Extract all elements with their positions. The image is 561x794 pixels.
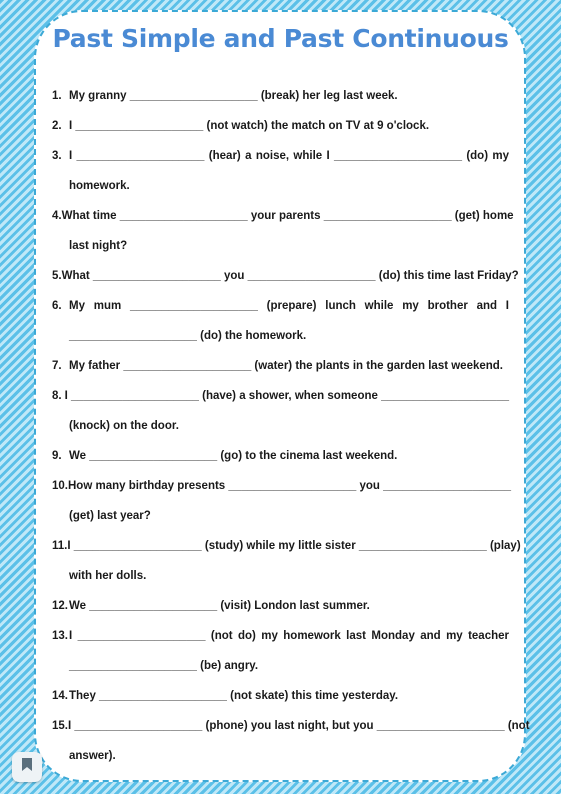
exercise-item [52,141,509,171]
exercise-number: 5. [52,270,62,282]
exercise-number: 10. [52,480,68,492]
exercise-number: 7. [52,360,62,372]
exercise-item [52,201,514,231]
exercise-text: I ____________________ (not watch) the match on TV at 9 o'clock. [69,120,430,132]
exercise-continuation: ____________________ (do) the homework. [69,330,307,342]
exercise-continuation: with her dolls. [69,570,147,582]
exercise-continuation: last night? [69,240,128,252]
exercise-text: What time ____________________ your parents ____________________ (get) home [61,210,514,222]
exercise-item [52,471,512,501]
exercise-text: We ____________________ (visit) London last summer. [69,600,370,612]
exercise-text: My granny ____________________ (break) her leg last week. [69,90,398,102]
exercise-number: 14. [52,690,68,702]
exercise-continuation: ____________________ (be) angry. [69,660,259,672]
exercise-text: My father ____________________ (water) the plants in the garden last weekend. [69,360,504,372]
exercise-continuation: answer). [69,750,116,762]
exercise-number: 12. [52,600,68,612]
exercise-text: I ____________________ (have) a shower, when someone ____________________ [64,390,509,402]
bookmark-icon [21,757,33,777]
exercise-item [52,81,509,111]
exercise-number: 2. [52,120,62,132]
exercise-number: 15. [52,720,68,732]
exercise-item [52,291,509,321]
exercise-item [52,591,509,621]
exercise-number: 4. [52,210,62,222]
exercise-item [52,681,509,711]
exercise-continuation: homework. [69,180,130,192]
exercise-number: 13. [52,630,68,642]
exercise-text: They ____________________ (not skate) this time yesterday. [69,690,399,702]
exercise-text: I ____________________ (phone) you last night, but you ____________________ (not [68,720,530,732]
exercise-number: 9. [52,450,62,462]
exercise-item [52,111,509,141]
exercise-continuation: (knock) on the door. [69,420,179,432]
exercise-continuation: (get) last year? [69,510,151,522]
exercise-text: We ____________________ (go) to the cinema last weekend. [69,450,398,462]
exercise-number: 3. [52,150,62,162]
page-title: Past Simple and Past Continuous [52,24,509,53]
exercise-number: 11. [52,540,68,552]
exercise-item [52,261,519,291]
exercise-number: 6. [52,300,62,312]
exercise-text: My mum ____________________ (prepare) lunch while my brother and I [69,300,509,312]
exercise-text: I ____________________ (not do) my homework last Monday and my teacher [69,630,509,642]
exercise-text: How many birthday presents ____________________ you ____________________ [68,480,512,492]
exercise-item [52,381,509,411]
bookmark-button[interactable] [12,752,42,782]
exercise-number: 8. [52,390,62,402]
exercise-item [52,621,509,651]
exercise-text: I ____________________ (study) while my little sister ____________________ (play) [67,540,521,552]
exercise-text: What ____________________ you ____________________ (do) this time last Friday? [61,270,519,282]
exercise-item [52,531,521,561]
exercise-item [52,441,509,471]
exercise-item [52,711,530,741]
exercise-text: I ____________________ (hear) a noise, while I ____________________ (do) my [69,150,509,162]
exercise-item [52,351,509,381]
exercise-number: 1. [52,90,62,102]
